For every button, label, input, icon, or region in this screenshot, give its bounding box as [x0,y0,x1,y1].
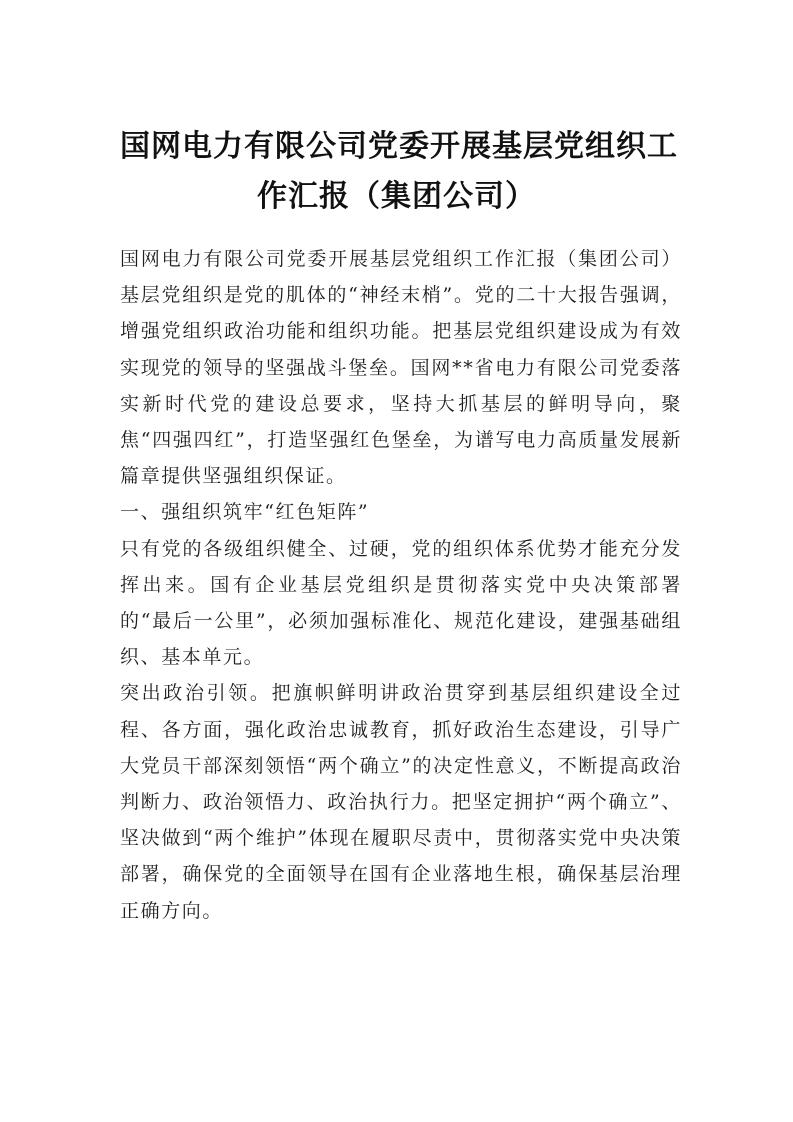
title-line-1: 国网电力有限公司党委开展基层党组织工 [120,129,678,164]
section-paragraph-1: 只有党的各级组织健全、过硬，党的组织体系优势才能充分发挥出来。国有企业基层党组织是贯彻落实党中央决策部署的“最后一公里”，必须加强标准化、规范化建设，建强基础组织、基本单元。 [120,537,682,669]
intro-paragraph: 国网电力有限公司党委开展基层党组织工作汇报（集团公司）基层党组织是党的肌体的“神经末梢”。党的二十大报告强调，增强党组织政治功能和组织功能。把基层党组织建设成为有效实现党的领导的坚强战斗堡垒。国网**省电力有限公司党委落实新时代党的建设总要求，坚持大抓基层的鲜明导向，聚焦“四强四红”，打造坚强红色堡垒，为谱写电力高质量发展新篇章提供坚强组织保证。 [120,248,682,488]
title-line-2: 作汇报（集团公司） [257,179,536,214]
section-heading: 一、强组织筑牢“红色矩阵” [120,501,370,524]
section-paragraph-2: 突出政治引领。把旗帜鲜明讲政治贯穿到基层组织建设全过程、各方面，强化政治忠诚教育，抓好政治生态建设，引导广大党员干部深刻领悟“两个确立”的决定性意义，不断提高政治判断力、政治领悟力、政治执行力。把坚定拥护“两个确立”、坚决做到“两个维护”体现在履职尽责中，贯彻落实党中央决策部署，确保党的全面领导在国有企业落地生根，确保基层治理正确方向。 [120,682,682,922]
document-title [120,122,678,222]
document-body [120,241,682,929]
